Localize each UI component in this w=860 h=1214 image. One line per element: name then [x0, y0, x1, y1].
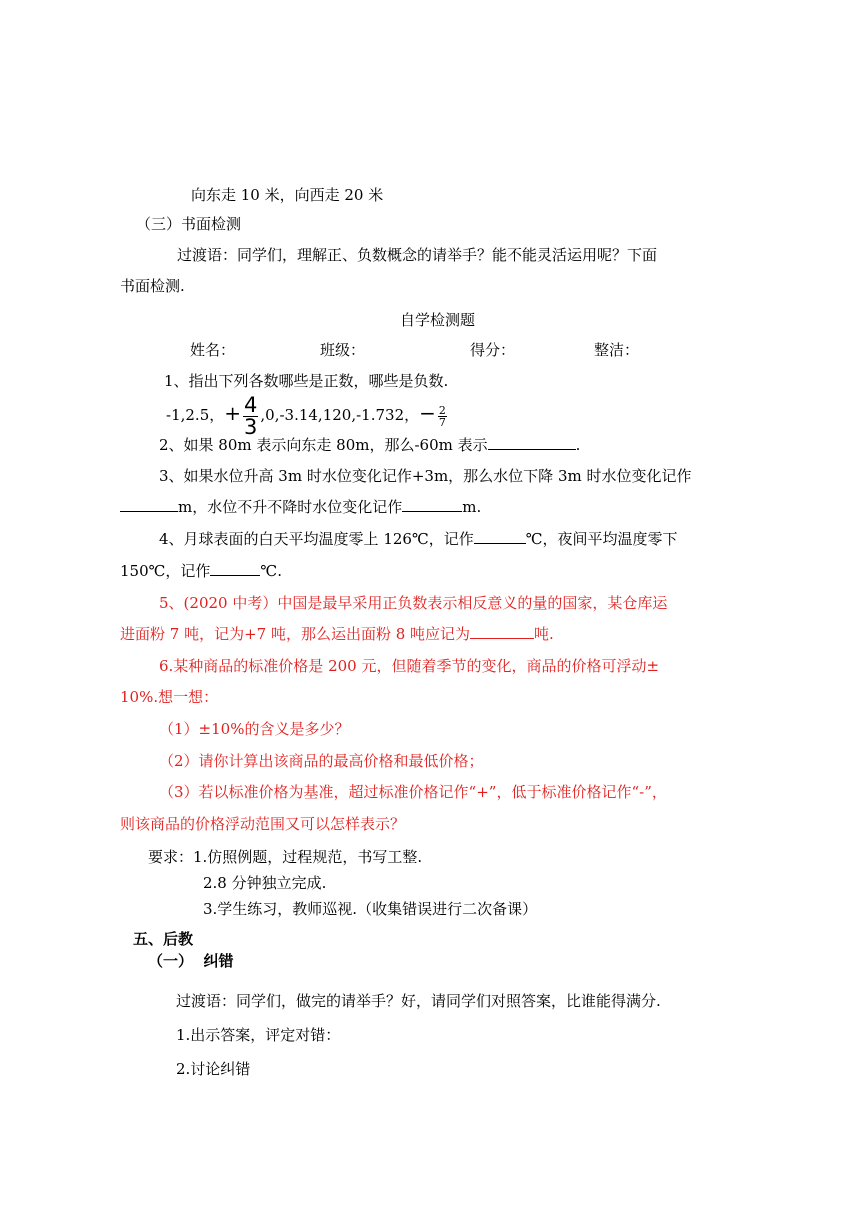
question-6-sub-2: （2）请你计算出该商品的最高价格和最低价格；: [159, 752, 484, 770]
step-2: 2.讨论纠错: [176, 1060, 251, 1078]
step-1: 1.出示答案，评定对错：: [176, 1026, 341, 1044]
question-6-sub-3-line-1: （3）若以标准价格为基准，超过标准价格记作“+”，低于标准价格记作“-”，: [159, 783, 667, 801]
fraction-four-thirds: [243, 392, 258, 439]
question-6-line-1: 6.某种商品的标准价格是 200 元，但随着季节的变化，商品的价格可浮动±: [159, 657, 660, 675]
question-6-sub-1: （1）±10%的含义是多少？: [159, 720, 350, 738]
question-4-end: ℃.: [260, 562, 282, 580]
question-1: 1、指出下列各数哪些是正数，哪些是负数.: [164, 372, 449, 390]
subsection-heading: [148, 950, 233, 972]
question-5-end: 吨.: [534, 625, 554, 643]
section-heading: （三）书面检测: [136, 215, 242, 233]
text-line: 书面检测.: [120, 277, 185, 295]
question-5-line-1: 5、(2020 中考）中国是最早采用正负数表示相反意义的量的国家，某仓库运: [159, 594, 668, 612]
requirement-1: 要求：1.仿照例题，过程规范，书写工整.: [148, 848, 423, 866]
number-list-a: -1,2.5，: [166, 406, 225, 424]
fraction-two-sevenths: [438, 405, 447, 428]
question-2: [159, 434, 580, 456]
plus-sign: +: [224, 401, 242, 425]
question-6-line-2: 10%.想一想：: [120, 688, 219, 706]
answer-blank[interactable]: [474, 529, 526, 544]
field-name-label: 姓名：: [190, 341, 236, 359]
question-3-end: m.: [462, 498, 482, 516]
field-neatness-label: 整洁：: [594, 341, 640, 359]
subsection-title: 纠错: [203, 952, 234, 970]
text-line: 过渡语：同学们，理解正、负数概念的请举手？能不能灵活运用呢？下面: [177, 246, 658, 264]
field-class-label: 班级：: [320, 341, 366, 359]
quiz-title: 自学检测题: [400, 311, 476, 329]
minus-sign: −: [419, 401, 436, 425]
requirement-3: 3.学生练习，教师巡视.（收集错误进行二次备课）: [203, 900, 538, 918]
question-2-text: 2、如果 80m 表示向东走 80m，那么-60m 表示: [159, 436, 488, 454]
question-4-line-2: [120, 560, 282, 582]
text-line: 向东走 10 米，向西走 20 米: [191, 186, 384, 204]
question-3-text: m，水位不升不降时水位变化记作: [178, 498, 403, 516]
answer-blank[interactable]: [402, 497, 462, 512]
question-4-line-1: [159, 528, 678, 550]
number-list-b: ,0,-3.14,120,-1.732，: [260, 406, 420, 424]
fraction-numerator: 2: [438, 403, 446, 417]
field-score-label: 得分：: [470, 341, 516, 359]
question-2-end: .: [575, 436, 581, 454]
answer-blank[interactable]: [210, 561, 260, 576]
question-3-line-1: 3、如果水位升高 3m 时水位变化记作+3m，那么水位下降 3m 时水位变化记作: [159, 467, 692, 485]
text-line: 过渡语：同学们，做完的请举手？好，请同学们对照答案，比谁能得满分.: [176, 992, 661, 1010]
requirement-2: 2.8 分钟独立完成.: [203, 874, 327, 892]
question-5-text: 进面粉 7 吨，记为+7 吨，那么运出面粉 8 吨应记为: [120, 625, 471, 643]
question-4-text-b: ℃，夜间平均温度零下: [525, 530, 678, 548]
question-4-text-c: 150℃，记作: [120, 562, 211, 580]
section-5-heading: 五、后教: [133, 930, 194, 948]
question-1-numbers: [166, 387, 449, 439]
question-4-text: 4、月球表面的白天平均温度零上 126℃，记作: [159, 530, 474, 548]
question-6-sub-3-line-2: 则该商品的价格浮动范围又可以怎样表示？: [120, 815, 406, 833]
subsection-number: （一）: [148, 952, 194, 970]
answer-blank[interactable]: [470, 624, 534, 639]
answer-blank[interactable]: [488, 435, 576, 450]
question-3-line-2: [120, 496, 481, 518]
fraction-denominator: 3: [244, 414, 258, 439]
fraction-denominator: 7: [438, 415, 446, 429]
question-5-line-2: [120, 623, 554, 645]
answer-blank[interactable]: [120, 497, 178, 512]
fraction-numerator: 4: [244, 392, 258, 417]
